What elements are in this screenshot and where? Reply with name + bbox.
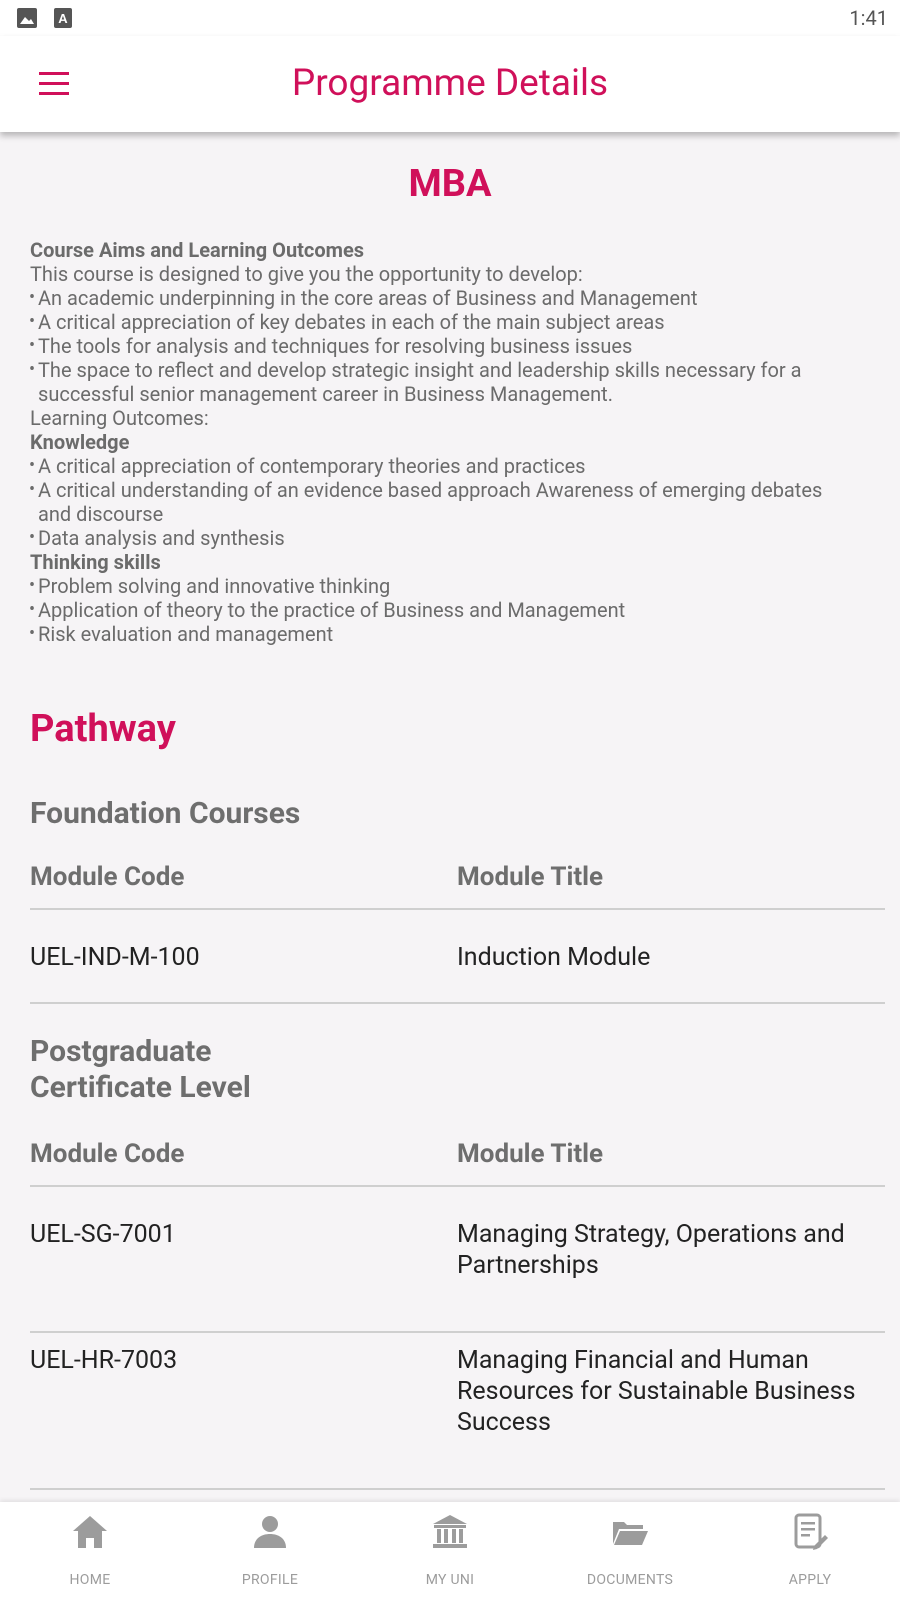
module-title (457, 1219, 845, 1281)
aims-intro: This course is designed to give you the opportunity to develop: (30, 262, 583, 286)
pathway-heading: Pathway (30, 707, 176, 751)
pgcert-title-line: Certificate Level (30, 1070, 251, 1105)
programme-title: MBA (408, 162, 492, 206)
nav-profile[interactable] (180, 1502, 360, 1600)
content-scroll[interactable] (0, 132, 900, 1502)
nav-apply-label: APPLY (788, 1572, 832, 1588)
thinking-heading: Thinking skills (30, 550, 161, 574)
aim-item: • The tools for analysis and techniques for resolving business issues (30, 334, 880, 358)
thinking-item: • Problem solving and innovative thinking (30, 574, 880, 598)
pgcert-section-title (30, 1034, 251, 1106)
person-icon (250, 1512, 290, 1552)
nav-apply[interactable] (720, 1502, 900, 1600)
outcomes-label: Learning Outcomes: (30, 406, 209, 430)
knowledge-item: • Data analysis and synthesis (30, 526, 880, 550)
aims-heading: Course Aims and Learning Outcomes (30, 238, 365, 262)
module-title-line: Partnerships (457, 1251, 599, 1280)
divider (30, 1331, 885, 1333)
aim-item: • An academic underpinning in the core areas of Business and Management (30, 286, 880, 310)
font-icon (53, 8, 73, 28)
column-header-title: Module Title (457, 862, 604, 892)
aim-item: • The space to reflect and develop strategic insight and leadership skills necessary for a (30, 358, 880, 382)
knowledge-item-continuation: and discourse (38, 502, 164, 526)
nav-home[interactable] (0, 1502, 180, 1600)
divider (30, 1002, 885, 1004)
nav-documents-label: DOCUMENTS (586, 1572, 674, 1588)
apply-form-icon (790, 1512, 830, 1552)
foundation-section-title: Foundation Courses (30, 796, 301, 831)
nav-home-label: HOME (69, 1572, 111, 1588)
column-header-code: Module Code (30, 862, 185, 892)
module-code: UEL-SG-7001 (30, 1220, 176, 1249)
university-icon (430, 1512, 470, 1552)
status-bar (0, 0, 900, 36)
thinking-item: • Application of theory to the practice of Business and Management (30, 598, 880, 622)
svg-text:A: A (58, 11, 68, 26)
thinking-item: • Risk evaluation and management (30, 622, 880, 646)
folder-icon (610, 1512, 650, 1552)
status-time: 1:41 (849, 6, 888, 30)
module-title: Induction Module (457, 943, 651, 972)
nav-profile-label: PROFILE (241, 1572, 299, 1588)
module-title-line: Resources for Sustainable Business (457, 1377, 856, 1406)
column-header-code: Module Code (30, 1139, 185, 1169)
knowledge-heading: Knowledge (30, 430, 130, 454)
programme-description (30, 238, 880, 646)
module-title-line: Managing Strategy, Operations and (457, 1220, 845, 1249)
aim-item: • A critical appreciation of key debates in each of the main subject areas (30, 310, 880, 334)
knowledge-item: • A critical appreciation of contemporary theories and practices (30, 454, 880, 478)
aim-item-continuation: successful senior management career in Business Management. (38, 382, 613, 406)
column-header-title: Module Title (457, 1139, 604, 1169)
nav-documents[interactable] (540, 1502, 720, 1600)
module-code: UEL-IND-M-100 (30, 943, 200, 972)
pgcert-title-line: Postgraduate (30, 1034, 212, 1069)
divider (30, 908, 885, 910)
module-title (457, 1345, 856, 1438)
divider (30, 1488, 885, 1490)
bottom-navigation (0, 1502, 900, 1600)
module-title-line: Success (457, 1408, 551, 1437)
module-code: UEL-HR-7003 (30, 1346, 178, 1375)
divider (30, 1185, 885, 1187)
nav-my-uni-label: MY UNI (425, 1572, 475, 1588)
module-title-line: Managing Financial and Human (457, 1346, 809, 1375)
image-icon (17, 8, 37, 28)
knowledge-item: • A critical understanding of an evidence based approach Awareness of emerging debates (30, 478, 880, 502)
app-bar (0, 36, 900, 132)
page-title: Programme Details (291, 62, 609, 105)
nav-my-uni[interactable] (360, 1502, 540, 1600)
home-icon (70, 1512, 110, 1552)
